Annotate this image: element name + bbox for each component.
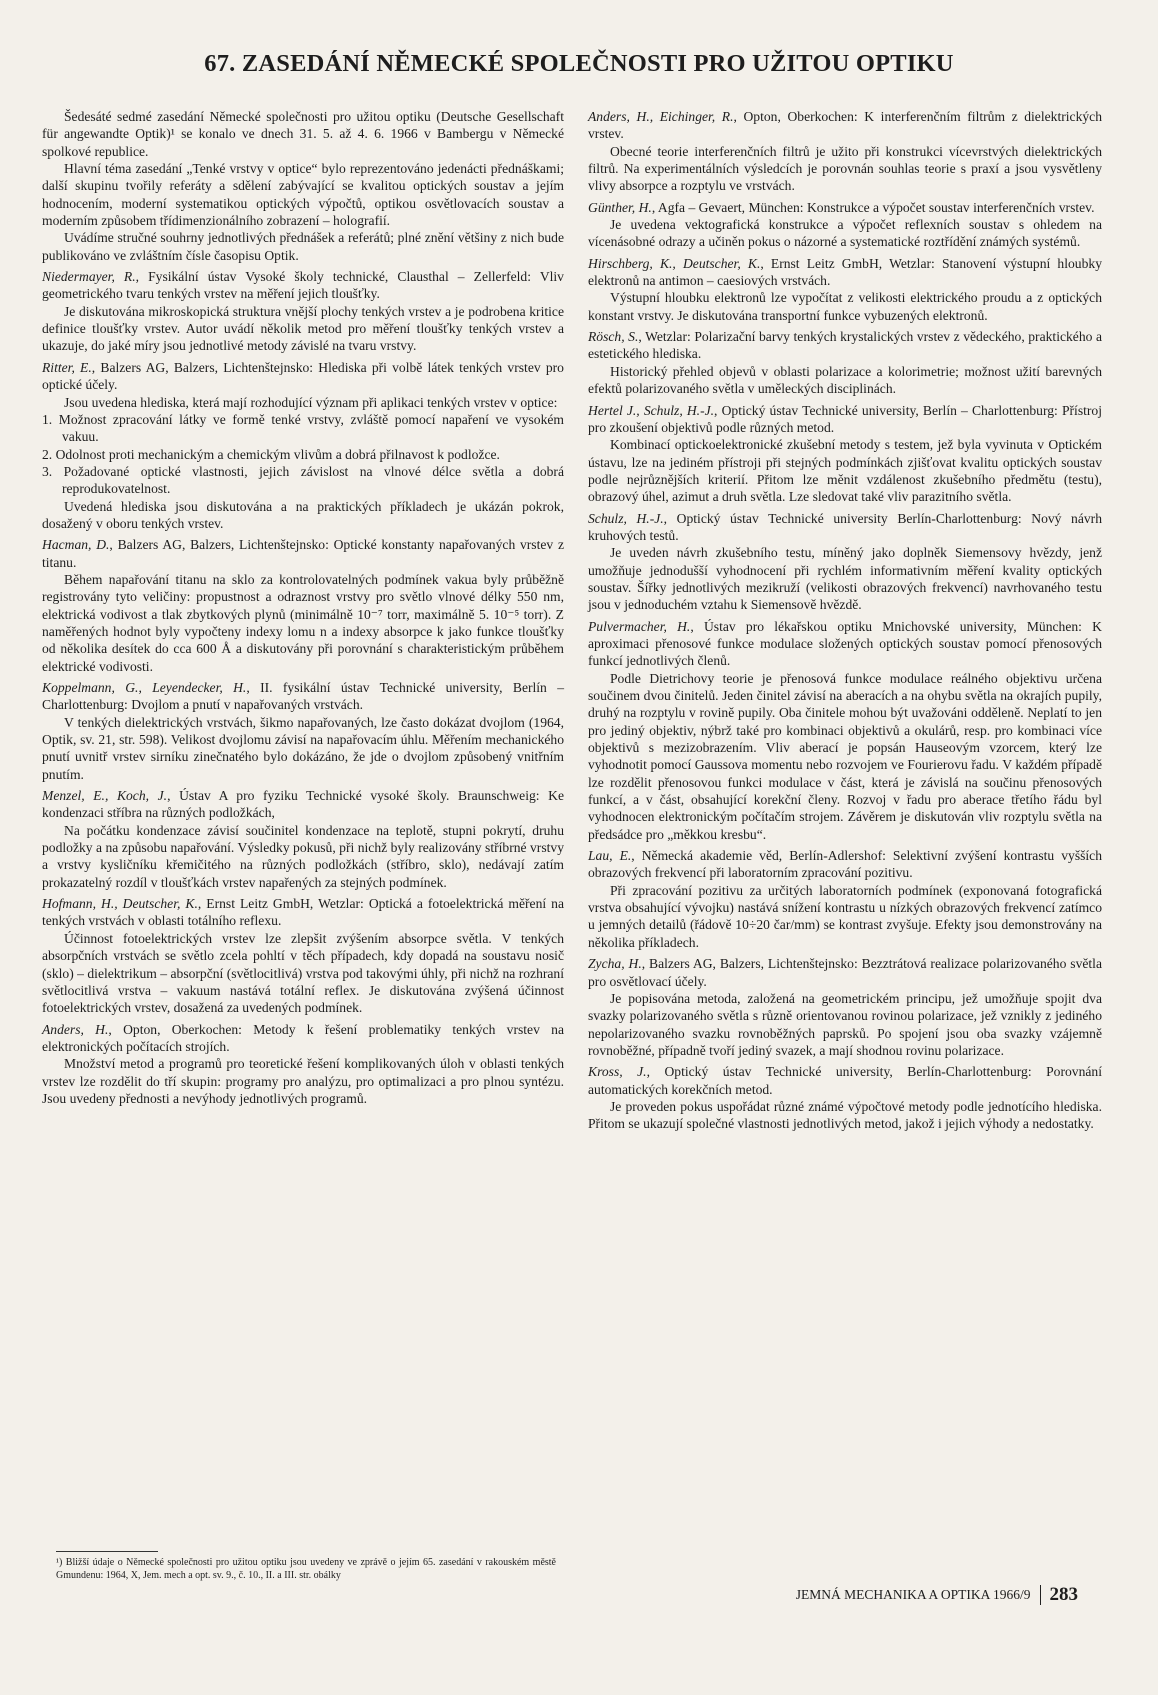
entry-title: , II. fysikální ústav Technické university, Berlín – Charlottenburg: Dvojlom a pnutí v napařovaných vrstvách. — [42, 680, 564, 713]
entry-heading — [42, 895, 564, 930]
entry-heading — [588, 847, 1102, 882]
author-name: Hofmann, H., Deutscher, K. — [42, 896, 198, 912]
author-name: Anders, H., Eichinger, R. — [588, 109, 734, 124]
list-item: 1. Možnost zpracování látky ve formě tenké vrstvy, zvláště pomocí napaření ve vysokém vakuu. — [42, 411, 564, 445]
author-name: Kross, J. — [588, 1064, 647, 1080]
entry-title: , Optický ústav Technické university, Berlín – Charlottenburg: Přístroj pro zkoušení objektivů podle různých metod. — [588, 402, 1102, 435]
entry-body: Je diskutována mikroskopická struktura vnější plochy tenkých vrstev a je podrobena kritice definice tloušťky vrstev. Autor uvádí několik metod pro měření tloušťky tenkých vrstev a ukazuje, do jaké míry jsou jednotlivé metody závislé na tvaru vrstvy. — [42, 303, 564, 354]
entry-title: , Wetzlar: Polarizační barvy tenkých krystalických vrstev z vědeckého, praktického a estetického hlediska. — [588, 329, 1103, 362]
entry-title: , Balzers AG, Balzers, Lichtenštejnsko: Bezztrátová realizace polarizovaného světla pro osvětlovací účely. — [588, 956, 1102, 989]
entry-title: , Fysikální ústav Vysoké školy technické, Clausthal – Zellerfeld: Vliv geometrického tvaru tenkých vrstev na měření jejich tloušťky. — [42, 269, 564, 302]
entry-body: Je uveden návrh zkušebního testu, míněný jako doplněk Siemensovy hvězdy, jenž umožňuje jednodušší vyhodnocení při rychlém informativním měření kvality optických soustav. Šířky jednotlivých mezikruží (velikosti obrazových frekvencí) navrhovaného testu jsou v jednoduchém vztahu k Siemensově hvězdě. — [588, 545, 1102, 613]
entry-heading — [588, 1063, 1102, 1098]
intro-paragraph: Šedesáté sedmé zasedání Německé společnosti pro užitou optiku (Deutsche Gesellschaft für angewandte Optik)¹ se konalo ve dnech 31. 5. až 4. 6. 1966 v Bambergu v Německé spolkové republice. — [42, 109, 564, 159]
article-title: 67. ZASEDÁNÍ NĚMECKÉ SPOLEČNOSTI PRO UŽITOU OPTIKU — [204, 50, 954, 77]
entry-title: , Agfa – Gevaert, München: Konstrukce a výpočet soustav interferenčních vrstev. — [651, 199, 1095, 215]
author-name: Pulvermacher, H. — [588, 618, 691, 634]
entry-body: Je proveden pokus uspořádat různé známé výpočtové metody podle jednotícího hlediska. Přitom se ukazují společné vlastnosti jednotlivých metod, jakož i jejich výhody a nedostatky. — [588, 1098, 1102, 1132]
author-name: Günther, H. — [588, 199, 652, 215]
entry-body: Je uvedena vektografická konstrukce a výpočet reflexních soustav s ohledem na vícenásobné odrazy a učiněn pokus o názorné a systematické roztřídění známých systémů. — [588, 217, 1102, 250]
list-item: 3. Požadované optické vlastnosti, jejich závislost na vlnové délce světla a dobrá reprodukovatelnost. — [42, 463, 564, 497]
entry-heading — [588, 199, 1102, 216]
author-name: Schulz, H.-J. — [588, 510, 664, 526]
entry-title: , Ernst Leitz GmbH, Wetzlar: Stanovení výstupní hloubky elektronů na antimon – caesiových vrstvách. — [588, 255, 1102, 289]
entry-body: Účinnost fotoelektrických vrstev lze zlepšit zvýšením absorpce světla. V tenkých absorpčních vrstvách se světlo zcela pohltí v těch případech, kdy dopadá na soustavu nosič (sklo) – dielektrikum – absorpční (světlocitlivá) vrstva pod takovými úhly, při nichž na rozhraní světlocitlivá vrstva – vakuum nastává totální reflex. Je diskutována zvýšená účinnost fotoelektrických vrstev, dosažená za uvedených podmínek. — [42, 930, 564, 1016]
left-column — [42, 108, 564, 1107]
entry-heading — [588, 328, 1102, 363]
entry-title: , Optický ústav Technické university, Berlín-Charlottenburg: Porovnání automatických korekčních metod. — [588, 1064, 1102, 1097]
entry-heading — [42, 1021, 564, 1056]
journal-name: JEMNÁ MECHANIKA A OPTIKA 1966/9 — [795, 1587, 1031, 1602]
entry-heading — [42, 359, 564, 394]
author-name: Hertel J., Schulz, H.-J. — [588, 402, 715, 418]
intro-paragraph: Uvádíme stručné souhrny jednotlivých přednášek a referátů; plné znění většiny z nich bude publikováno ve zvláštním čísle časopisu Optik. — [42, 230, 564, 263]
entry-heading — [588, 955, 1102, 990]
author-name: Koppelmann, G., Leyendecker, H. — [42, 680, 247, 695]
entry-heading — [588, 255, 1102, 290]
entry-body: Podle Dietrichovy teorie je přenosová funkce modulace reálného objektivu určena součinem dvou činitelů. Jeden činitel závisí na aberacích a na ohybu světla na okrajích pupily, druhý na rozptylu v rovině pupily. Oba činitele mohou být uvažováni odděleně. Neplatí to jen pro jediný objektiv, nýbrž také pro kombinaci objektivů a okulárů, resp. pro kombinaci více objektivů s mezizobrazením. Vliv aberací je popsán Hauseovým vzorcem, který lze vyhodnotit pomocí Gaussova momentu nebo rozvojem ve Fourierovu řadu. V každém případě lze rozdělit přenosovou funkci modulace v část, která je závislá na součinu přenosových funkcí, a v část, obsahující korekční členy. Rozvoj v řadu pro aberace třetího řádu byl vyhodnocen elektronickým počítačím strojem. Závěrem je diskutován vliv rozptylu světla na předsádce pro „měkkou kresbu“. — [588, 670, 1102, 842]
entry-body: Historický přehled objevů v oblasti polarizace a kolorimetrie; možnost užití barevných efektů polarizovaného světla v uměleckých disciplinách. — [588, 363, 1102, 397]
entry-title: , Německá akademie věd, Berlín-Adlershof: Selektivní zvýšení kontrastu vyšších obrazových frekvencí při laboratorním zpracování pozitivu. — [588, 848, 1103, 881]
entry-body: Je popisována metoda, založená na geometrickém principu, jež umožňuje spojit dva svazky polarizovaného světla s různě orientovanou rovinou polarizace, jež vznikly z jediného nepolarizovaného svazku rovnoběžných paprsků. Po spojení jsou oba svazky vzájemně rovnoběžné, případně tvoří jediný svazek, a mají shodnou rovinu polarizace. — [588, 990, 1102, 1058]
page-footer — [796, 1584, 1078, 1606]
entry-title: , Ústav A pro fyziku Technické vysoké školy. Braunschweig: Ke kondenzaci stříbra na různých podložkách, — [42, 788, 564, 821]
entry-title: , Balzers AG, Balzers, Lichtenštejnsko: Optické konstanty napařovaných vrstev z titanu. — [42, 537, 564, 570]
entry-body: Jsou uvedena hlediska, která mají rozhodující význam při aplikaci tenkých vrstev v optice: — [64, 394, 558, 410]
entry-heading — [588, 108, 1102, 143]
entry-body: V tenkých dielektrických vrstvách, šikmo napařovaných, lze často dokázat dvojlom (1964, Optik, sv. 21, str. 598). Velikost dvojlomu závisí na napařovacím úhlu. Měřením mechanického pnutí uvnitř vrstev sirníku zinečnatého bylo dokázáno, že jde o dvojlom způsobený vnitřním pnutím. — [42, 714, 564, 782]
footer-divider — [1040, 1585, 1041, 1605]
entry-body: Na počátku kondenzace závisí součinitel kondenzace na teplotě, stupni pokrytí, druhu podložky a na způsobu napařování. Výsledky pokusů, při nichž byly realizovány stříbrné vrstvy a vrstvy kysličníku křemičitého na různých podložkách (stříbro, sklo), nedávají zatím prokazatelný rozdíl v tloušťkách vrstev napařených za stejných podmínek. — [42, 822, 564, 890]
author-name: Lau, E. — [588, 848, 632, 864]
entry-body: Obecné teorie interferenčních filtrů je užito při konstrukci vícevrstvých dielektrických filtrů. Na experimentálních výsledcích je porovnán souhlas teorie s praxí a jsou vysvětleny vlivy absorpce a rozptylu ve vrstvách. — [588, 143, 1102, 194]
author-name: Anders, H. — [42, 1021, 109, 1037]
author-name: Zycha, H. — [588, 956, 642, 972]
author-name: Ritter, E. — [42, 359, 92, 375]
entry-heading — [42, 268, 564, 303]
entry-title: , Optický ústav Technické university Berlín-Charlottenburg: Nový návrh kruhových testů. — [588, 510, 1103, 543]
entry-title: , Balzers AG, Balzers, Lichtenštejnsko: Hlediska při volbě látek tenkých vrstev pro optické účely. — [42, 359, 564, 393]
entry-body: Kombinací optickoelektronické zkušební metody s testem, jež byla vyvinuta v Optickém ústavu, lze na jediném přístroji při stejných podmínkách zjišťovat kvalitu optických soustav podle nejrůznějších kriterií. Přitom lze měnit vzdálenost zkušebního předmětu (testu), obrazový úhel, azimut a druh světla. Lze sledovat také vliv parazitního světla. — [588, 437, 1102, 505]
footnote: ¹) Bližší údaje o Německé společnosti pro užitou optiku jsou uvedeny ve zprávě o jejím 65. zasedání v rakouském městě Gmundenu: 1964, X, Jem. mech a opt. sv. 9., č. 10., II. a III. str. obálky — [56, 1557, 556, 1581]
intro-paragraph: Hlavní téma zasedání „Tenké vrstvy v optice“ bylo reprezentováno jedenácti přednáškami; další skupinu tvořily referáty a sdělení zabývající se kvalitou optických soustav a jejím hodnocením, moderní systematikou optických výpočtů, optikou osvětlovacích soustav a moderním způsobem třídimenzionálního zobrazení – holografií. — [42, 161, 564, 229]
entry-body: Uvedená hlediska jsou diskutována a na praktických příkladech je ukázán pokrok, dosažený v oboru tenkých vrstev. — [42, 498, 564, 531]
entry-heading — [42, 679, 564, 714]
author-name: Rösch, S. — [588, 329, 639, 345]
entry-title: , Opton, Oberkochen: Metody k řešení problematiky tenkých vrstev na elektronických počítacích strojích. — [42, 1021, 564, 1054]
footnote-rule — [56, 1551, 158, 1552]
entry-title: , Ústav pro lékařskou optiku Mnichovské university, München: K aproximaci přenosové funkce modulace složených optických soustav pomocí přenosových funkcí jednotlivých členů. — [588, 618, 1102, 669]
author-name: Hacman, D. — [42, 537, 110, 553]
entry-heading — [42, 536, 564, 571]
author-name: Menzel, E., Koch, J. — [42, 788, 168, 804]
entry-title: , Opton, Oberkochen: K interferenčním filtrům z dielektrických vrstev. — [588, 109, 1102, 142]
entry-title: , Ernst Leitz GmbH, Wetzlar: Optická a fotoelektrická měření na tenkých vrstvách v oblasti totálního reflexu. — [42, 896, 564, 929]
entry-body: Výstupní hloubku elektronů lze vypočítat z velikosti elektrického proudu a z optických konstant vrstvy. Je diskutována transportní funkce vybuzených elektronů. — [588, 290, 1102, 323]
page-number: 283 — [1049, 1584, 1078, 1605]
entry-heading — [588, 618, 1102, 670]
entry-body: Množství metod a programů pro teoretické řešení komplikovaných úloh v oblasti tenkých vrstev lze rozdělit do tří skupin: programy pro analýzu, pro optimalizaci a pro plnou syntézu. Jsou uvedeny přednosti a nevýhody jednotlivých programů. — [42, 1056, 564, 1106]
author-name: Hirschberg, K., Deutscher, K. — [588, 255, 761, 271]
entry-body: Během napařování titanu na sklo za kontrolovatelných podmínek vakua byly průběžně registrovány tyto veličiny: propustnost a odraznost vrstvy pro světlo vlnové délky 550 nm, elektrická vodivost a tlak zbytkových plynů (minimálně 10⁻⁷ torr, maximálně 5. 10⁻⁵ torr). Z naměřených hodnot byly vypočteny indexy lomu n a indexy absorpce k jako funkce tloušťky od několika desítek do cca 600 Å a diskutovány při porovnání s charakteristickým průběhem elektrické vodivosti. — [42, 571, 564, 674]
right-column — [588, 108, 1102, 1133]
entry-heading — [42, 787, 564, 822]
entry-body: Při zpracování pozitivu za určitých laboratorních podmínek (exponovaná fotografická vrstva obsahující vývojku) nastává snížení kontrastu u nízkých obrazových frekvencí zatímco u jemných detailů (řádově 10÷20 čar/mm) se kontrast zvyšuje. Efekty jsou demonstrovány na několika příkladech. — [588, 882, 1102, 950]
list-item: 2. Odolnost proti mechanickým a chemickým vlivům a dobrá přilnavost k podložce. — [42, 446, 500, 462]
entry-heading — [588, 510, 1102, 545]
author-name: Niedermayer, R. — [42, 269, 136, 285]
entry-heading — [588, 402, 1102, 437]
